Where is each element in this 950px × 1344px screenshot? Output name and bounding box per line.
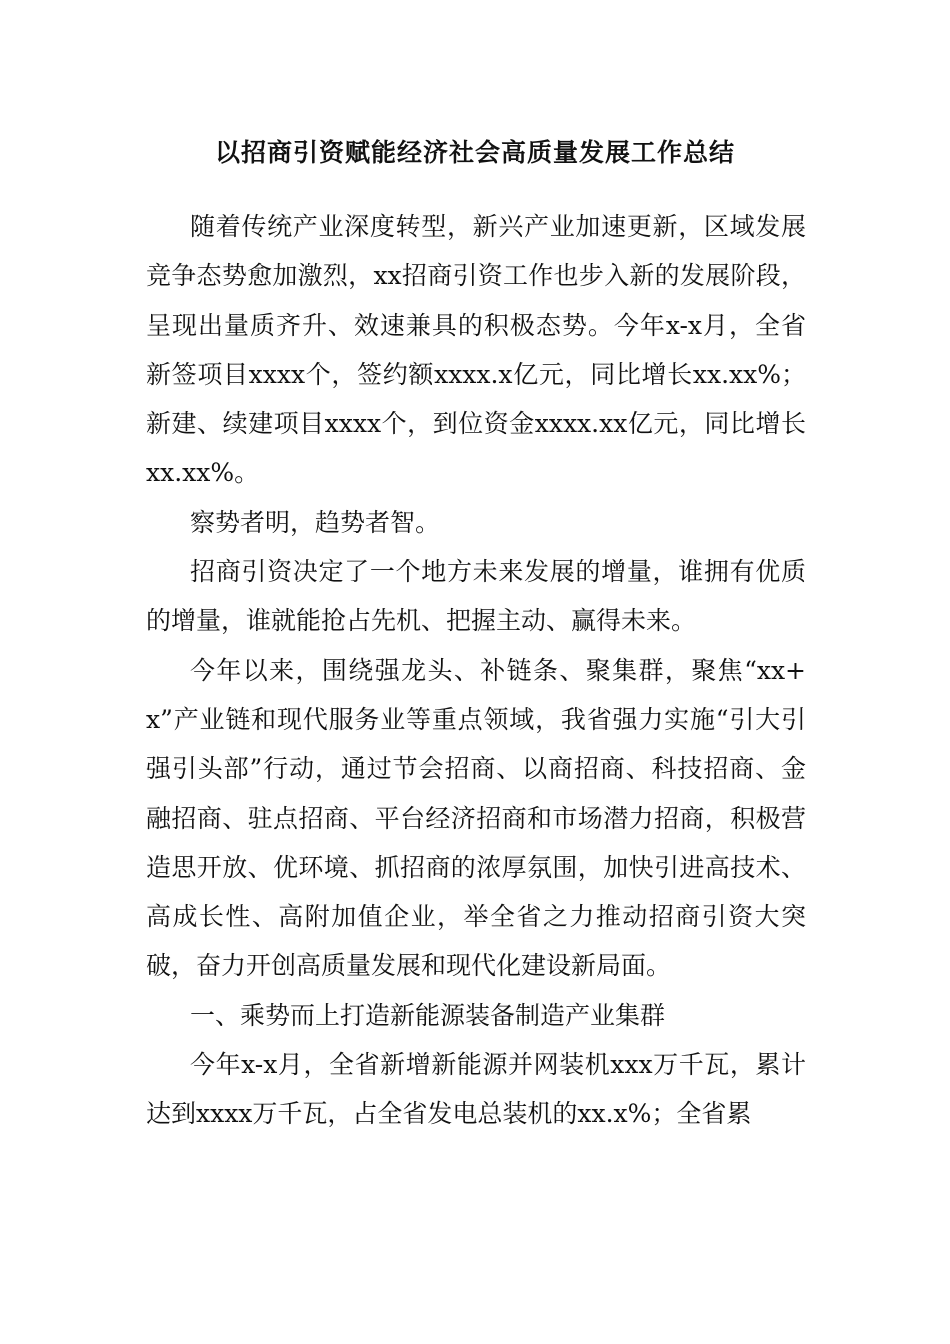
paragraph-insight: 察势者明，趋势者智。 <box>190 507 441 537</box>
paragraph-intro: 随着传统产业深度转型，新兴产业加速更新，区域发展竞争态势愈加激烈，xx招商引资工作也步入新的发展阶段，呈现出量质齐升、效速兼具的积极态势。今年x-x月，全省新签项目xxxx个，签约额xxxx.x亿元，同比增长xx.xx%；新建、续建项目xxxx个，到位资金xxxx.xx亿元，同比增长xx.xx%。 <box>146 212 806 488</box>
document-title: 以招商引资赋能经济社会高质量发展工作总结 <box>214 138 735 167</box>
paragraph-actions: 今年以来，围绕强龙头、补链条、聚集群，聚焦“xx+x”产业链和现代服务业等重点领域，我省强力实施“引大引强引头部”行动，通过节会招商、以商招商、科技招商、金融招商、驻点招商、平台经济招商和市场潜力招商，积极营造思开放、优环境、抓招商的浓厚氛围，加快引进高技术、高成长性、高附加值企业，举全省之力推动招商引资大突破，奋力开创高质量发展和现代化建设新局面。 <box>146 655 806 981</box>
document-body <box>146 202 806 1139</box>
section-heading-1: 一、乘势而上打造新能源装备制造产业集群 <box>190 1000 666 1030</box>
paragraph-investment-role: 招商引资决定了一个地方未来发展的增量，谁拥有优质的增量，谁就能抢占先机、把握主动、赢得未来。 <box>146 557 806 636</box>
paragraph-new-energy: 今年x-x月，全省新增新能源并网装机xxx万千瓦，累计达到xxxx万千瓦，占全省发电总装机的xx.x%；全省累 <box>146 1050 806 1129</box>
